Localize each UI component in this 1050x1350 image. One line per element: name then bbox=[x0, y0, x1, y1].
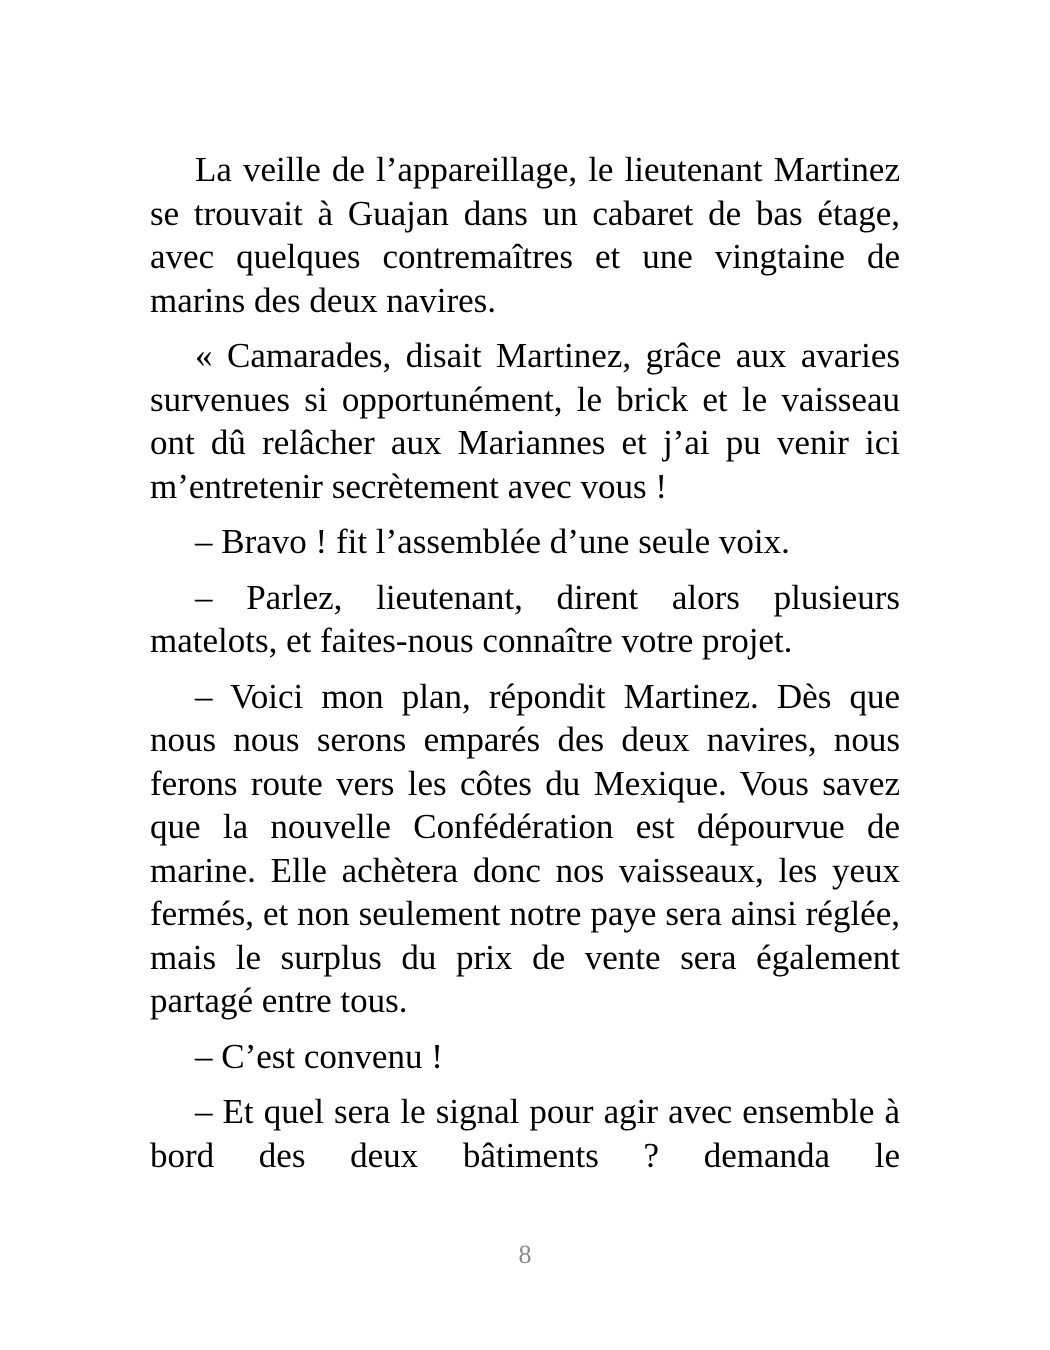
paragraph: – Parlez, lieutenant, dirent alors plusieurs matelots, et faites-nous connaître votre projet. bbox=[150, 577, 900, 660]
paragraph: La veille de l’appareillage, le lieutenant Martinez se trouvait à Guajan dans un cabaret de bas étage, avec quelques contremaîtres et une vingtaine de marins des deux navires. bbox=[150, 150, 900, 320]
paragraph: « Camarades, disait Martinez, grâce aux avaries survenues si opportunément, le brick et le vaisseau ont dû relâcher aux Mariannes et j’ai pu venir ici m’entretenir secrètement avec vous ! bbox=[150, 336, 900, 506]
paragraph: – C’est convenu ! bbox=[195, 1036, 443, 1076]
page-number: 8 bbox=[518, 1240, 532, 1269]
paragraph: – Voici mon plan, répondit Martinez. Dès que nous nous serons emparés des deux navires, nous ferons route vers les côtes du Mexique. Vous savez que la nouvelle Confédération est dépourvue de marine. Elle achètera donc nos vaisseaux, les yeux fermés, et non seulement notre paye sera ainsi réglée, mais le surplus du prix de vente sera également partagé entre tous. bbox=[150, 676, 900, 1020]
body-text bbox=[150, 148, 900, 1189]
paragraph: – Bravo ! fit l’assemblée d’une seule voix. bbox=[195, 522, 790, 561]
paragraph: – Et quel sera le signal pour agir avec ensemble à bord des deux bâtiments ? demanda le bbox=[150, 1092, 900, 1175]
